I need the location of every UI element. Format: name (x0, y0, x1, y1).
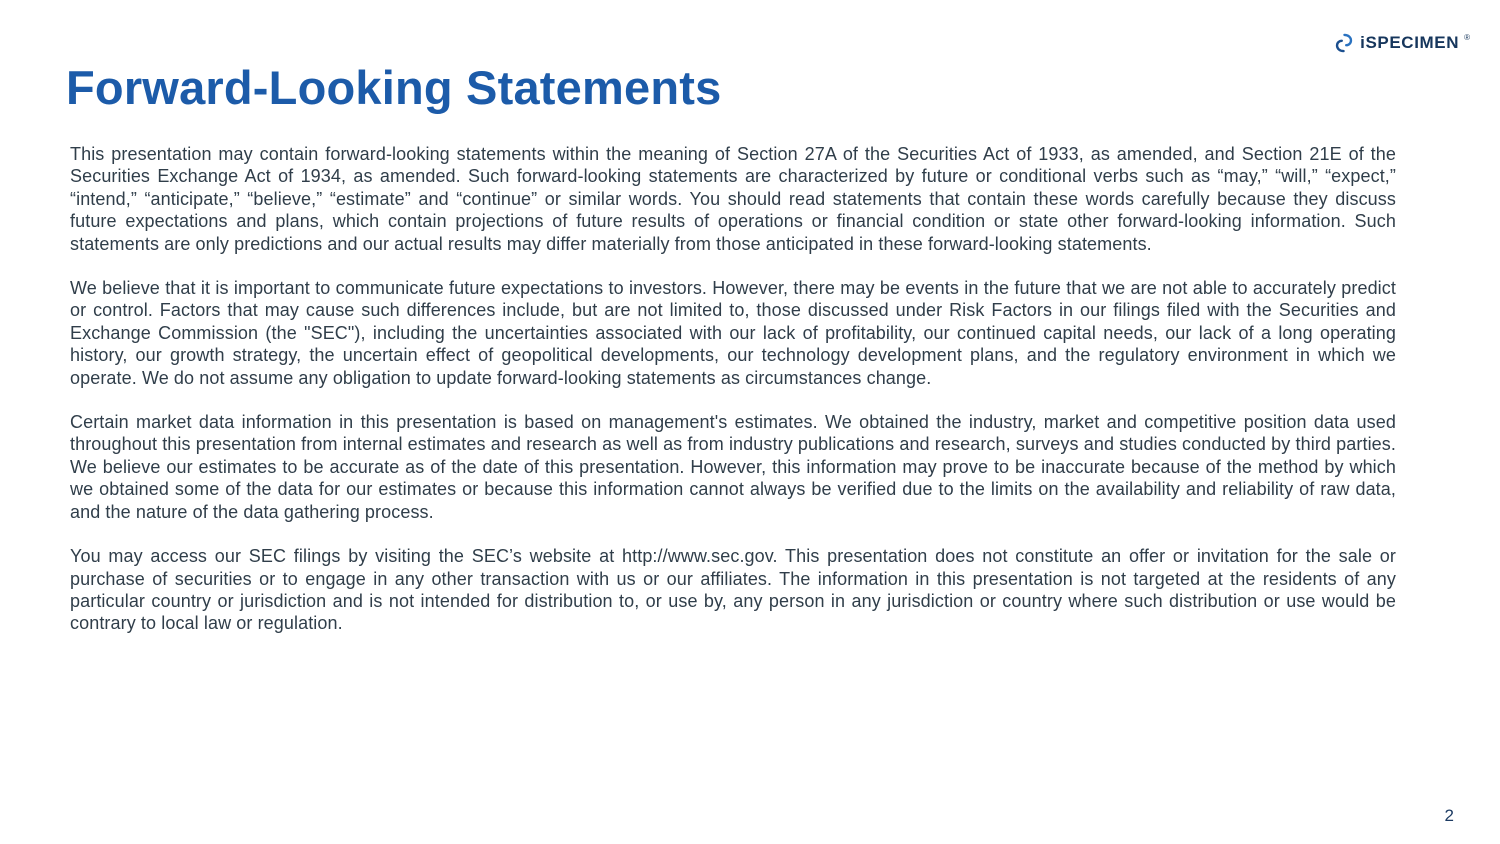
paragraph-future-expectations: We believe that it is important to communicate future expectations to investors. However, there may be events in the future that we are not able to accurately predict or control. Factors that may cause such differences include, but are not limited to, those discussed under Risk Factors in our filings filed with the Securities and Exchange Commission (the "SEC"), including the uncertainties associated with our lack of profitability, our continued capital needs, our lack of a long operating history, our growth strategy, the uncertain effect of geopolitical developments, our technology development plans, and the regulatory environment in which we operate. We do not assume any obligation to update forward-looking statements as circumstances change. (70, 278, 1396, 388)
ispecimen-logo-icon (1333, 32, 1355, 54)
slide-body (70, 143, 1396, 635)
paragraph-sec-filings: You may access our SEC filings by visiting the SEC’s website at http://www.sec.gov. This presentation does not constitute an offer or invitation for the sale or purchase of securities or to engage in any other transaction with us or our affiliates. The information in this presentation is not targeted at the residents of any particular country or jurisdiction and is not intended for distribution to, or use by, any person in any jurisdiction or country where such distribution or use would be contrary to local law or regulation. (70, 546, 1396, 634)
ispecimen-logo (1333, 32, 1470, 54)
slide-title: Forward-Looking Statements (66, 61, 722, 114)
registered-mark: ® (1464, 33, 1470, 42)
paragraph-forward-looking-intro: This presentation may contain forward-looking statements within the meaning of Section 27A of the Securities Act of 1933, as amended, and Section 21E of the Securities Exchange Act of 1934, as amended. Such forward-looking statements are characterized by future or conditional verbs such as “may,” “will,” “expect,” “intend,” “anticipate,” “believe,” “estimate” and “continue” or similar words. You should read statements that contain these words carefully because they discuss future expectations and plans, which contain projections of future results of operations or financial condition or state other forward-looking information. Such statements are only predictions and our actual results may differ materially from those anticipated in these forward-looking statements. (70, 144, 1396, 254)
page-number: 2 (1444, 806, 1454, 825)
logo-text: iSPECIMEN (1360, 33, 1460, 52)
paragraph-market-data: Certain market data information in this presentation is based on management's estimates. We obtained the industry, market and competitive position data used throughout this presentation from internal estimates and research as well as from industry publications and research, surveys and studies conducted by third parties. We believe our estimates to be accurate as of the date of this presentation. However, this information may prove to be inaccurate because of the method by which we obtained some of the data for our estimates or because this information cannot always be verified due to the limits on the availability and reliability of raw data, and the nature of the data gathering process. (70, 412, 1396, 522)
